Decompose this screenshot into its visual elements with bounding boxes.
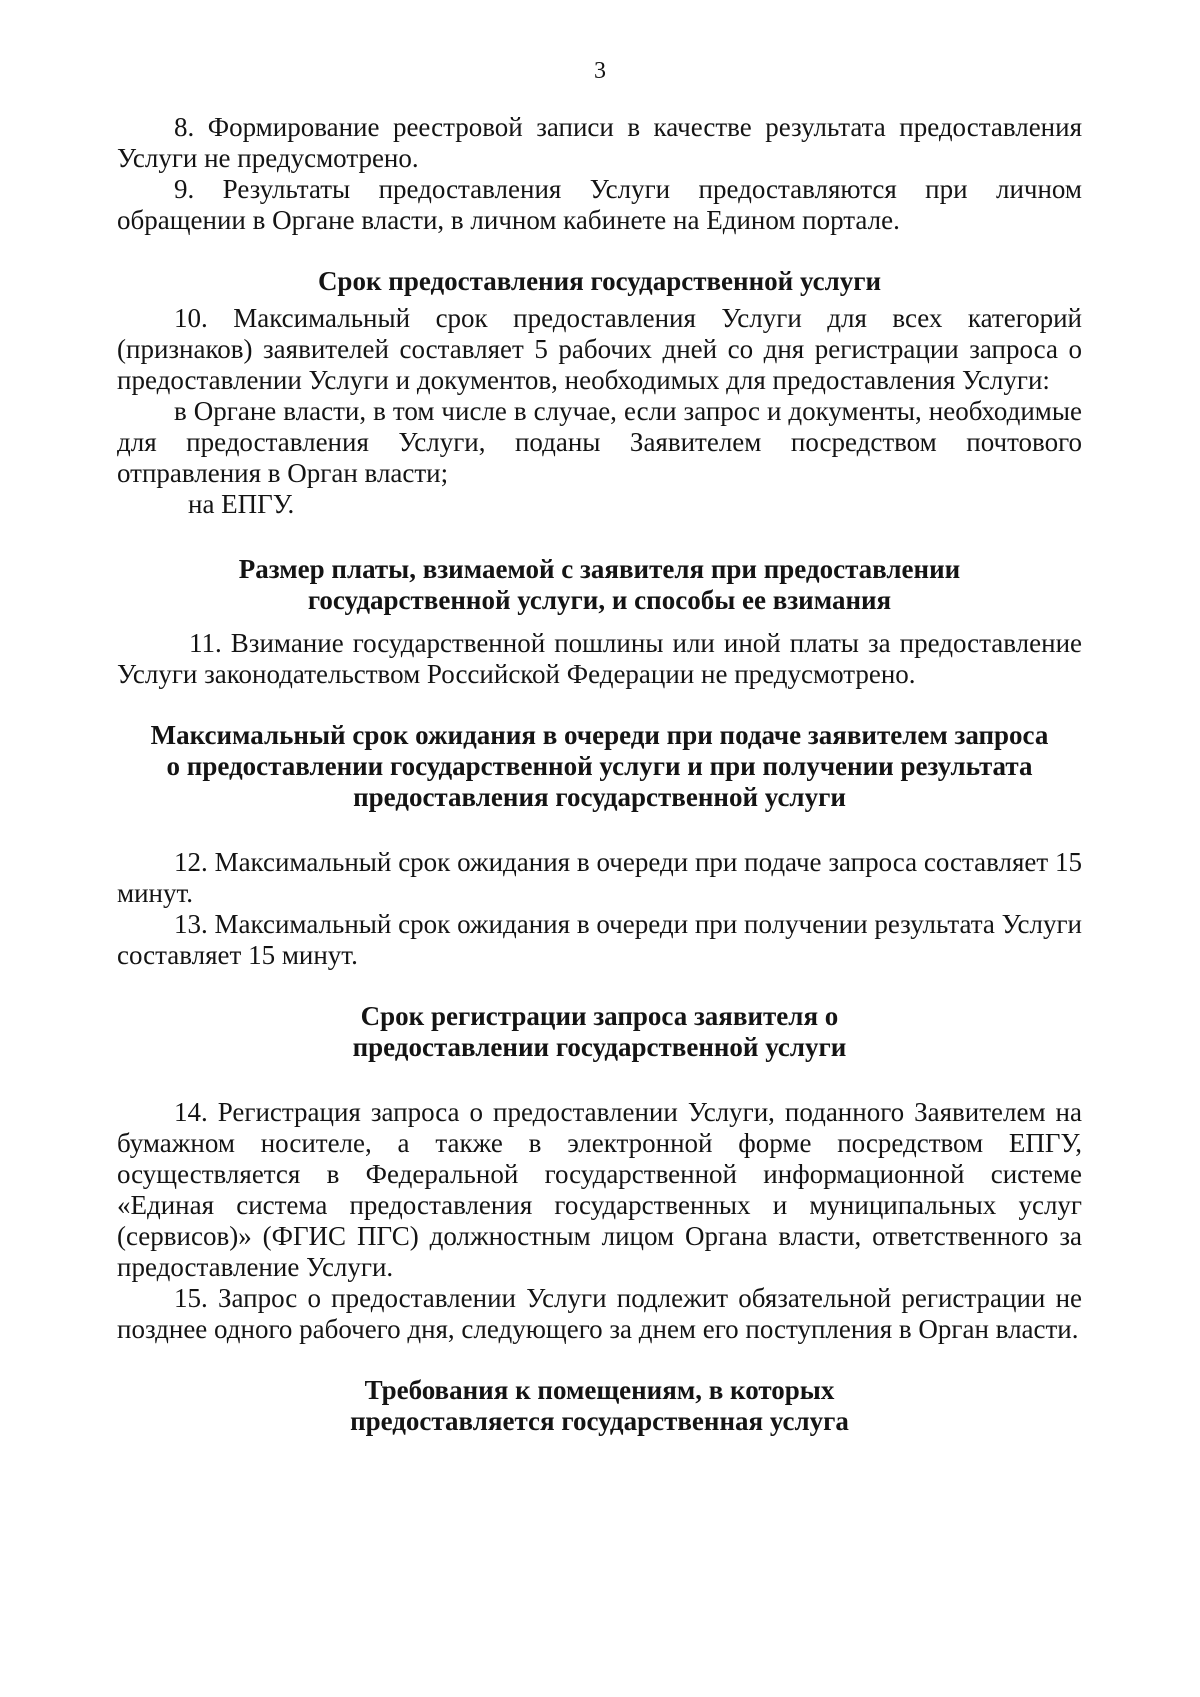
section-registration xyxy=(117,1001,1082,1063)
paragraph-8: 8. Формирование реестровой записи в качестве результата предоставления Услуги не предусмотрено. xyxy=(117,112,1082,173)
paragraph-13: 13. Максимальный срок ожидания в очереди при получении результата Услуги составляет 15 минут. xyxy=(117,909,1082,970)
heading-queue-line-1: Максимальный срок ожидания в очереди при подаче заявителем запроса xyxy=(150,720,1049,750)
section-fee-body xyxy=(117,628,1082,690)
paragraph-10-item-epgu: на ЕПГУ. xyxy=(188,489,295,519)
heading-registration-line-2: предоставлении государственной услуги xyxy=(352,1032,847,1062)
paragraph-9: 9. Результаты предоставления Услуги предоставляются при личном обращении в Органе власти, в личном кабинете на Едином портале. xyxy=(117,174,1082,235)
paragraph-14: 14. Регистрация запроса о предоставлении Услуги, поданного Заявителем на бумажном носителе, а также в электронной форме посредством ЕПГУ, осуществляется в Федеральной государственной информационной системе «Единая система предоставления государственных и муниципальных услуг (сервисов)» (ФГИС ПГС) должностным лицом Органа власти, ответственного за предоставление Услуги. xyxy=(117,1097,1082,1282)
section-queue-body xyxy=(117,847,1082,971)
heading-queue-line-3: предоставления государственной услуги xyxy=(353,782,846,812)
paragraph-10-item-office: в Органе власти, в том числе в случае, если запрос и документы, необходимые для предоставления Услуги, поданы Заявителем посредством почтового отправления в Орган власти; xyxy=(117,396,1082,488)
section-registration-body xyxy=(117,1097,1082,1345)
section-fee xyxy=(117,554,1082,616)
page-number: 3 xyxy=(594,58,606,84)
document-body xyxy=(117,112,1082,1437)
heading-registration-line-1: Срок регистрации запроса заявителя о xyxy=(360,1001,839,1031)
paragraph-11: 11. Взимание государственной пошлины или иной платы за предоставление Услуги законодательством Российской Федерации не предусмотрено. xyxy=(117,628,1082,689)
paragraph-10: 10. Максимальный срок предоставления Услуги для всех категорий (признаков) заявителей составляет 5 рабочих дней со дня регистрации запроса о предоставлении Услуги и документов, необходимых для предоставления Услуги: xyxy=(117,303,1082,395)
heading-fee-line-1: Размер платы, взимаемой с заявителя при предоставлении xyxy=(238,554,961,584)
paragraph-15: 15. Запрос о предоставлении Услуги подлежит обязательной регистрации не позднее одного рабочего дня, следующего за днем его поступления в Орган власти. xyxy=(117,1283,1082,1344)
heading-queue-line-2: о предоставлении государственной услуги и при получении результата xyxy=(166,751,1033,781)
section-term xyxy=(117,266,1082,297)
heading-premises-line-2: предоставляется государственная услуга xyxy=(350,1406,849,1436)
heading-service-term: Срок предоставления государственной услуги xyxy=(317,266,882,296)
section-queue xyxy=(117,720,1082,813)
heading-fee-line-2: государственной услуги, и способы ее взимания xyxy=(307,585,892,615)
heading-premises-line-1: Требования к помещениям, в которых xyxy=(364,1375,835,1405)
paragraph-12: 12. Максимальный срок ожидания в очереди при подаче запроса составляет 15 минут. xyxy=(117,847,1082,908)
section-premises xyxy=(117,1375,1082,1437)
section-term-body xyxy=(117,303,1082,520)
